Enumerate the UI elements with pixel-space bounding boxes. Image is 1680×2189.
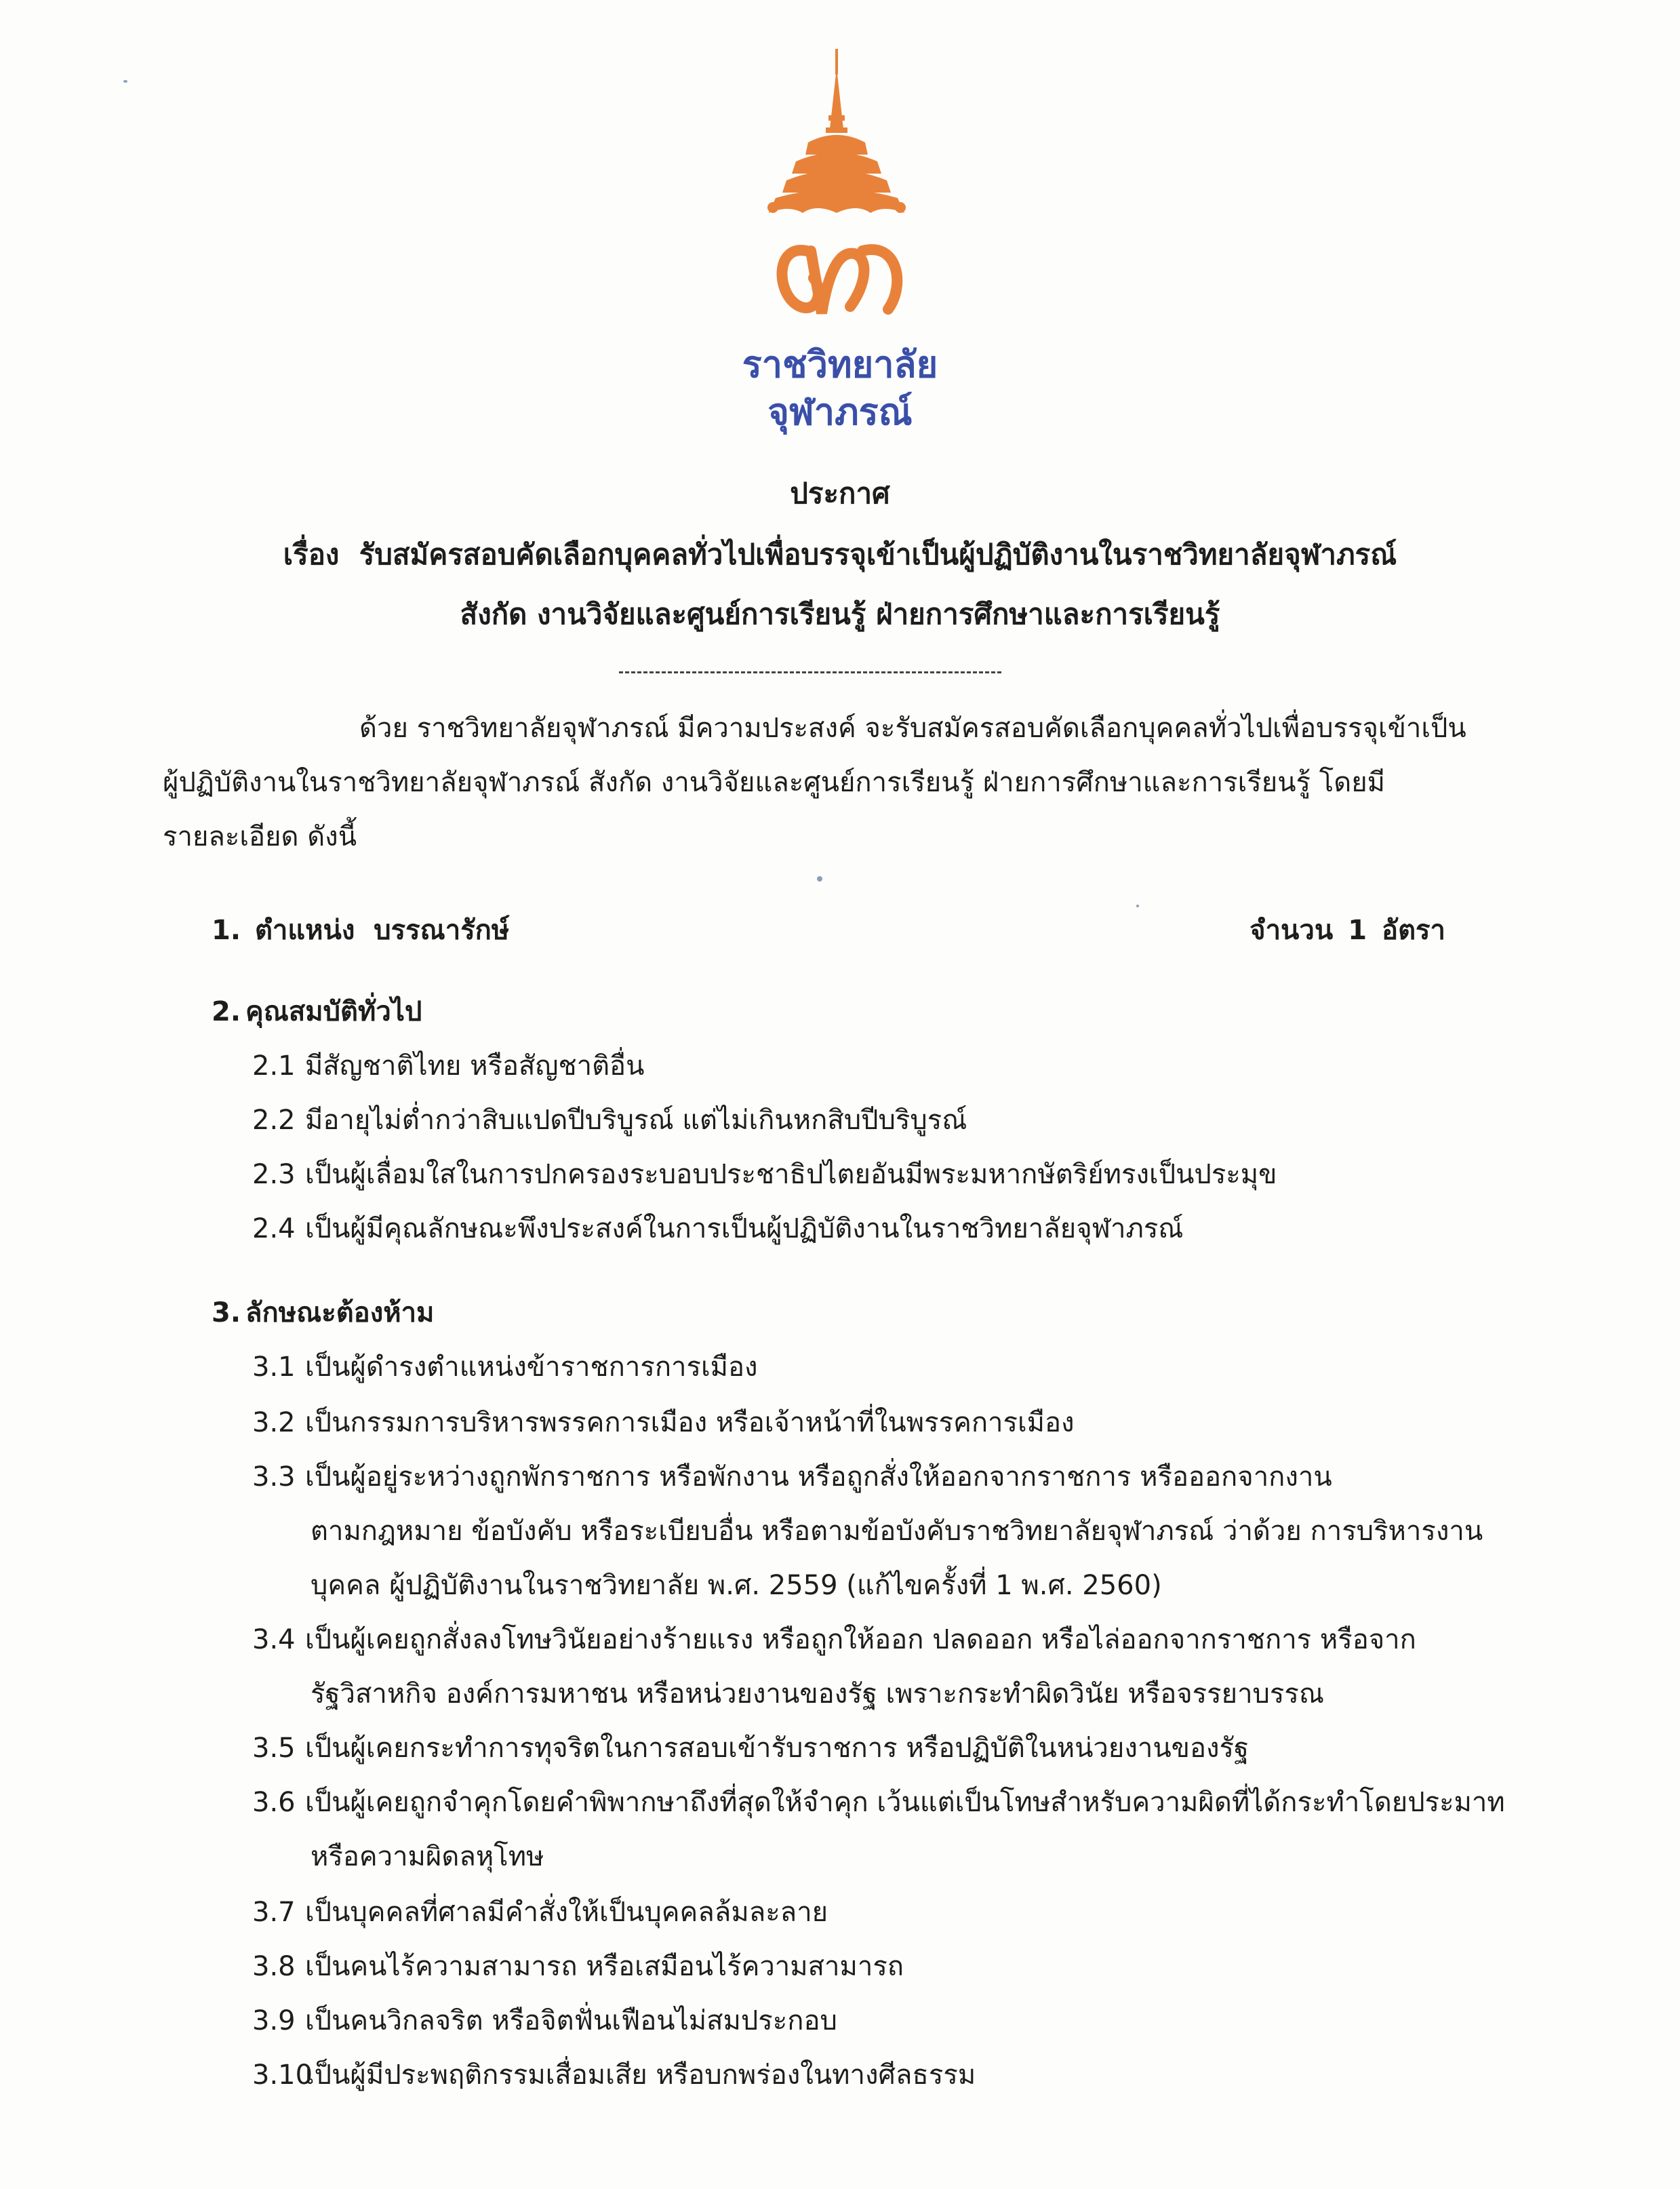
college-emblem-icon xyxy=(748,47,925,332)
section-position xyxy=(212,913,1445,948)
scan-speck xyxy=(123,80,127,83)
list-item: 3.9 เป็นคนวิกลจริต หรือจิตฟั่นเฟือนไม่สมประกอบ xyxy=(252,2005,837,2036)
section-number: 1. xyxy=(212,915,241,946)
list-item: 2.1 มีสัญชาติไทย หรือสัญชาติอื่น xyxy=(252,1050,645,1082)
list-item: 3.4 เป็นผู้เคยถูกสั่งลงโทษวินัยอย่างร้ายแรง หรือถูกให้ออก ปลดออก หรือไล่ออกจากราชการ หรือจาก xyxy=(252,1624,1416,1655)
subject-label: เรื่อง xyxy=(283,538,340,571)
list-item: 3.6 เป็นผู้เคยถูกจำคุกโดยคำพิพากษาถึงที่สุดให้จำคุก เว้นแต่เป็นโทษสำหรับความผิดที่ได้กระทำโดยประมาท xyxy=(252,1787,1505,1818)
list-item-continuation: หรือความผิดลหุโทษ xyxy=(311,1841,544,1872)
section-number: 2. xyxy=(212,996,241,1027)
heading-divider xyxy=(619,671,1001,673)
list-item: 3.8 เป็นคนไร้ความสามารถ หรือเสมือนไร้ความสามารถ xyxy=(252,1951,904,1982)
scan-speck xyxy=(1136,905,1139,907)
list-item: 2.2 มีอายุไม่ต่ำกว่าสิบแปดปีบริบูรณ์ แต่ไม่เกินหกสิบปีบริบูรณ์ xyxy=(252,1105,967,1136)
list-item: 2.4 เป็นผู้มีคุณลักษณะพึงประสงค์ในการเป็นผู้ปฏิบัติงานในราชวิทยาลัยจุฬาภรณ์ xyxy=(252,1213,1184,1244)
section-title: ลักษณะต้องห้าม xyxy=(245,1297,435,1328)
count-unit: อัตรา xyxy=(1382,915,1445,946)
intro-line3: รายละเอียด ดังนี้ xyxy=(163,821,357,852)
announcement-subject-line1 xyxy=(0,536,1680,574)
intro-line1: ด้วย ราชวิทยาลัยจุฬาภรณ์ มีความประสงค์ จะรับสมัครสอบคัดเลือกบุคคลทั่วไปเพื่อบรรจุเข้าเป็น xyxy=(359,713,1466,744)
list-item-continuation: ตามกฎหมาย ข้อบังคับ หรือระเบียบอื่น หรือตามข้อบังคับราชวิทยาลัยจุฬาภรณ์ ว่าด้วย การบริหารงาน xyxy=(311,1516,1483,1547)
count-label: จำนวน xyxy=(1249,915,1334,946)
section-qualifications-heading xyxy=(212,994,422,1029)
subject-text-line1: รับสมัครสอบคัดเลือกบุคคลทั่วไปเพื่อบรรจุเข้าเป็นผู้ปฏิบัติงานในราชวิทยาลัยจุฬาภรณ์ xyxy=(359,538,1397,571)
position-title: บรรณารักษ์ xyxy=(374,915,510,946)
list-item: 3.1 เป็นผู้ดำรงตำแหน่งข้าราชการการเมือง xyxy=(252,1352,758,1383)
position-label: ตำแหน่ง xyxy=(254,915,355,946)
list-item: 3.5 เป็นผู้เคยกระทำการทุจริตในการสอบเข้ารับราชการ หรือปฏิบัติในหน่วยงานของรัฐ xyxy=(252,1733,1249,1764)
list-item: 3.10เป็นผู้มีประพฤติกรรมเสื่อมเสีย หรือบกพร่องในทางศีลธรรม xyxy=(252,2059,976,2091)
intro-line2: ผู้ปฏิบัติงานในราชวิทยาลัยจุฬาภรณ์ สังกัด งานวิจัยและศูนย์การเรียนรู้ ฝ่ายการศึกษาและการเรียนรู้ โดยมี xyxy=(163,767,1386,798)
position-count xyxy=(1235,913,1445,948)
section-prohibitions-heading xyxy=(212,1295,434,1330)
scan-speck xyxy=(817,876,822,882)
count-value: 1 xyxy=(1348,915,1367,946)
list-item: 3.2 เป็นกรรมการบริหารพรรคการเมือง หรือเจ้าหน้าที่ในพรรคการเมือง xyxy=(252,1407,1075,1438)
list-item: 3.3 เป็นผู้อยู่ระหว่างถูกพักราชการ หรือพักงาน หรือถูกสั่งให้ออกจากราชการ หรือออกจากงาน xyxy=(252,1461,1332,1493)
announcement-heading: ประกาศ xyxy=(790,477,890,510)
list-item: 3.7 เป็นบุคคลที่ศาลมีคำสั่งให้เป็นบุคคลล้มละลาย xyxy=(252,1897,828,1928)
institution-name-line1: ราชวิทยาลัย xyxy=(742,343,938,386)
section-number: 3. xyxy=(212,1297,241,1328)
institution-name-line2: จุฬาภรณ์ xyxy=(767,391,913,433)
section-title: คุณสมบัติทั่วไป xyxy=(245,996,422,1027)
list-item-continuation: รัฐวิสาหกิจ องค์การมหาชน หรือหน่วยงานของรัฐ เพราะกระทำผิดวินัย หรือจรรยาบรรณ xyxy=(311,1678,1324,1710)
list-item-continuation: บุคคล ผู้ปฏิบัติงานในราชวิทยาลัย พ.ศ. 2559 (แก้ไขครั้งที่ 1 พ.ศ. 2560) xyxy=(311,1570,1162,1601)
announcement-subject-line2: สังกัด งานวิจัยและศูนย์การเรียนรู้ ฝ่ายการศึกษาและการเรียนรู้ xyxy=(460,597,1220,631)
list-item: 2.3 เป็นผู้เลื่อมใสในการปกครองระบอบประชาธิปไตยอันมีพระมหากษัตริย์ทรงเป็นประมุข xyxy=(252,1159,1277,1190)
